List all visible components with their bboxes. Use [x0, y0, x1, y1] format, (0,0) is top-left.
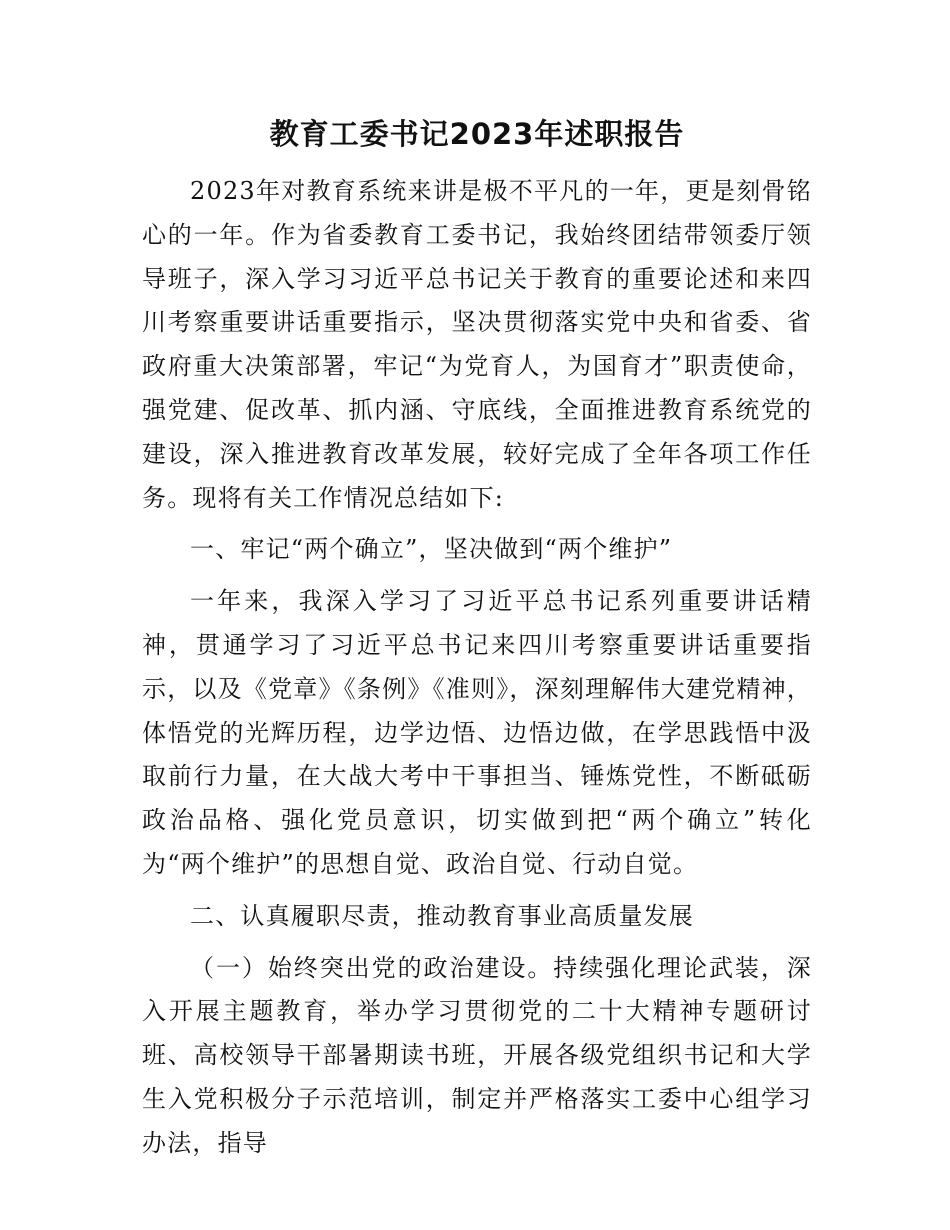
intro-paragraph: 2023年对教育系统来讲是极不平凡的一年，更是刻骨铭心的一年。作为省委教育工委书记，我始终团结带领委厅领导班子，深入学习习近平总书记关于教育的重要论述和来四川考察重要讲话重要指示，坚决贯彻落实党中央和省委、省政府重大决策部署，牢记“为党育人，为国育才”职责使命，强党建、促改革、抓内涵、守底线，全面推进教育系统党的建设，深入推进教育改革发展，较好完成了全年各项工作任务。现将有关工作情况总结如下: — [142, 177, 812, 512]
document-title: 教育工委书记2023年述职报告 — [269, 117, 685, 151]
section-heading-2: 二、认真履职尽责，推动教育事业高质量发展 — [190, 901, 694, 930]
section-heading-1: 一、牢记“两个确立”，坚决做到“两个维护” — [190, 535, 673, 564]
section-1-paragraph: 一年来，我深入学习了习近平总书记系列重要讲话精神，贯通学习了习近平总书记来四川考察重要讲话重要指示，以及《党章》《条例》《准则》，深刻理解伟大建党精神，体悟党的光辉历程，边学边悟、边悟边做，在学思践悟中汲取前行力量，在大战大考中干事担当、锤炼党性，不断砥砺政治品格、强化党员意识，切实做到把“两个确立”转化为“两个维护”的思想自觉、政治自觉、行动自觉。 — [142, 587, 812, 878]
subsection-1-paragraph: （一）始终突出党的政治建设。持续强化理论武装，深入开展主题教育，举办学习贯彻党的二十大精神专题研讨班、高校领导干部暑期读书班，开展各级党组织书记和大学生入党积极分子示范培训，制定并严格落实工委中心组学习办法，指导 — [142, 953, 812, 1157]
